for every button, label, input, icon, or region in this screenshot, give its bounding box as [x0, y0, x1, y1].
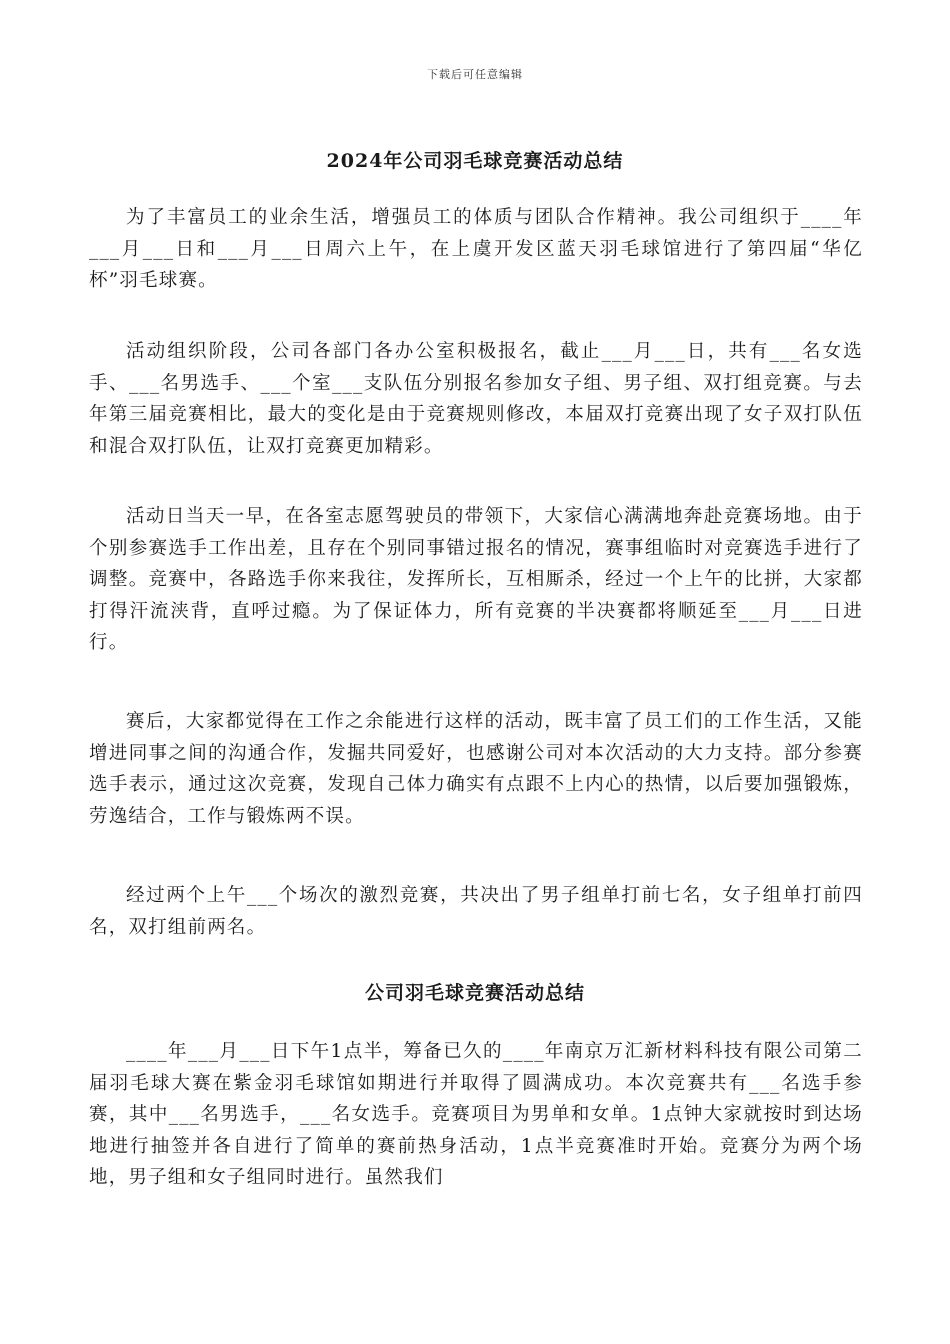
paragraph: 经过两个上午___个场次的激烈竞赛，共决出了男子组单打前七名，女子组单打前四名，双打组前两名。: [89, 885, 863, 938]
paragraph: 赛后，大家都觉得在工作之余能进行这样的活动，既丰富了员工们的工作生活，又能增进同事之间的沟通合作，发掘共同爱好，也感谢公司对本次活动的大力支持。部分参赛选手表示，通过这次竞赛，发现自己体力确实有点跟不上内心的热情，以后要加强锻炼，劳逸结合，工作与锻炼两不误。: [89, 711, 863, 827]
section-title: 公司羽毛球竞赛活动总结: [364, 982, 585, 1004]
document-title: 2024年公司羽毛球竞赛活动总结: [326, 150, 624, 172]
paragraph: ____年___月___日下午1点半，筹备已久的____年南京万汇新材料科技有限公司第二届羽毛球大赛在紫金羽毛球馆如期进行并取得了圆满成功。本次竞赛共有___名选手参赛，其中___名男选手，___名女选手。竞赛项目为男单和女单。1点钟大家就按时到达场地进行抽签并各自进行了简单的赛前热身活动，1点半竞赛准时开始。竞赛分为两个场地，男子组和女子组同时进行。虽然我们: [89, 1041, 863, 1188]
paragraph: 活动日当天一早，在各室志愿驾驶员的带领下，大家信心满满地奔赴竞赛场地。由于个别参赛选手工作出差，且存在个别同事错过报名的情况，赛事组临时对竞赛选手进行了调整。竞赛中，各路选手你来我往，发挥所长，互相厮杀，经过一个上午的比拼，大家都打得汗流浃背，直呼过瘾。为了保证体力，所有竞赛的半决赛都将顺延至___月___日进行。: [89, 506, 863, 653]
page-header-note: 下载后可任意编辑: [427, 68, 523, 81]
paragraph: 为了丰富员工的业余生活，增强员工的体质与团队合作精神。我公司组织于____年___月___日和___月___日周六上午，在上虞开发区蓝天羽毛球馆进行了第四届“华亿杯”羽毛球赛。: [89, 207, 863, 291]
paragraph: 活动组织阶段，公司各部门各办公室积极报名，截止___月___日，共有___名女选手、___名男选手、___个室___支队伍分别报名参加女子组、男子组、双打组竞赛。与去年第三届竞赛相比，最大的变化是由于竞赛规则修改，本届双打竞赛出现了女子双打队伍和混合双打队伍，让双打竞赛更加精彩。: [89, 341, 863, 457]
